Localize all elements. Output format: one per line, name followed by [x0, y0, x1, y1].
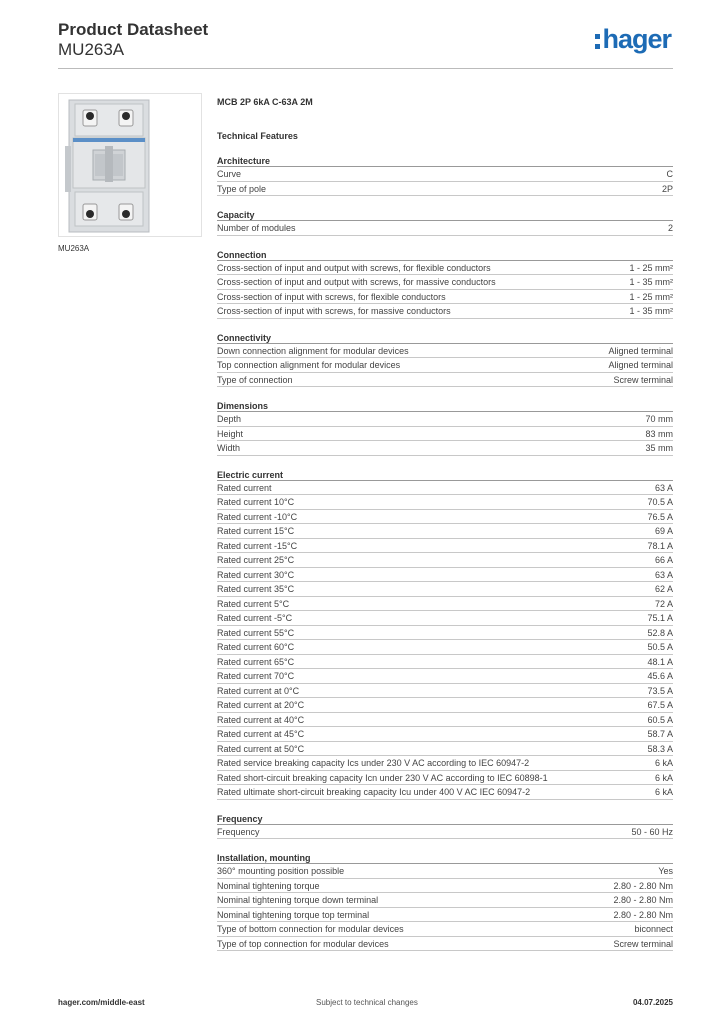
feature-value: 75.1 A — [647, 613, 673, 623]
feature-row — [217, 713, 673, 728]
feature-value: 70 mm — [645, 414, 673, 424]
feature-row — [217, 655, 673, 670]
feature-row — [217, 524, 673, 539]
section-capacity — [217, 209, 673, 236]
feature-row — [217, 304, 673, 319]
feature-value: 58.3 A — [647, 743, 673, 754]
feature-row — [217, 922, 673, 937]
product-image — [58, 93, 202, 237]
page-footer — [58, 998, 673, 1010]
feature-value: 66 A — [654, 555, 673, 565]
feature-row — [217, 684, 673, 699]
feature-label: Height — [217, 428, 244, 439]
feature-row — [217, 373, 673, 388]
feature-row — [217, 879, 673, 894]
feature-row — [217, 756, 673, 771]
feature-row — [217, 611, 673, 626]
feature-value: 63 A — [654, 569, 673, 580]
section-title: Frequency — [217, 813, 673, 825]
feature-value: Aligned terminal — [608, 345, 673, 356]
feature-value: 6 kA — [654, 758, 673, 768]
section-title: Connectivity — [217, 332, 673, 344]
feature-value: biconnect — [634, 924, 673, 934]
feature-label: Rated current 65°C — [217, 656, 295, 667]
feature-label: Down connection alignment for modular devices — [217, 345, 409, 356]
circuit-breaker-illustration — [59, 94, 201, 236]
feature-label: Rated current -5°C — [217, 613, 293, 623]
feature-label: Width — [217, 443, 241, 453]
feature-sections — [217, 155, 673, 951]
feature-row — [217, 771, 673, 786]
feature-row — [217, 167, 673, 182]
feature-value: 70.5 A — [647, 497, 673, 507]
footer-date: 04.07.2025 — [632, 998, 673, 1007]
feature-value: 2.80 - 2.80 Nm — [613, 895, 673, 905]
feature-row — [217, 582, 673, 597]
feature-value: 78.1 A — [647, 540, 673, 551]
feature-row — [217, 864, 673, 879]
feature-value: 2.80 - 2.80 Nm — [613, 880, 673, 891]
feature-row — [217, 553, 673, 568]
feature-value: 63 A — [654, 482, 673, 493]
feature-label: Cross-section of input and output with screws, for flexible conductors — [217, 262, 491, 273]
feature-value: C — [666, 169, 673, 179]
feature-row — [217, 640, 673, 655]
feature-label: Rated current 55°C — [217, 627, 295, 638]
feature-row — [217, 698, 673, 713]
feature-row — [217, 441, 673, 456]
feature-label: Frequency — [217, 826, 260, 837]
section-title: Dimensions — [217, 400, 673, 412]
feature-label: Type of pole — [217, 183, 267, 194]
section-title: Capacity — [217, 209, 673, 221]
feature-row — [217, 427, 673, 442]
feature-value: 50.5 A — [647, 642, 673, 652]
feature-row — [217, 275, 673, 290]
feature-label: Rated current 30°C — [217, 569, 295, 580]
section-connectivity — [217, 332, 673, 388]
feature-label: Nominal tightening torque top terminal — [217, 909, 370, 920]
feature-label: Rated service breaking capacity Ics under 230 V AC according to IEC 60947-2 — [217, 758, 530, 768]
feature-value: Aligned terminal — [608, 360, 673, 370]
feature-value: 6 kA — [654, 787, 673, 797]
feature-row — [217, 261, 673, 276]
feature-value: 52.8 A — [647, 627, 673, 638]
feature-label: Rated current at 40°C — [217, 714, 305, 725]
logo-colon-icon — [595, 34, 600, 49]
feature-row — [217, 626, 673, 641]
section-electric-current — [217, 469, 673, 800]
feature-value: 6 kA — [654, 772, 673, 783]
feature-value: 76.5 A — [647, 511, 673, 522]
features-title: Technical Features — [217, 131, 298, 141]
feature-label: Top connection alignment for modular devices — [217, 360, 401, 370]
feature-row — [217, 510, 673, 525]
feature-row — [217, 568, 673, 583]
section-connection — [217, 249, 673, 319]
feature-row — [217, 742, 673, 757]
feature-row — [217, 481, 673, 496]
feature-label: Rated current -10°C — [217, 511, 298, 522]
feature-label: Type of top connection for modular devices — [217, 938, 389, 949]
feature-label: Rated current 35°C — [217, 584, 295, 594]
feature-value: 1 - 35 mm² — [629, 277, 673, 287]
feature-label: Rated current at 50°C — [217, 743, 305, 754]
section-title: Electric current — [217, 469, 673, 481]
product-name: MCB 2P 6kA C-63A 2M — [217, 97, 313, 107]
feature-row — [217, 221, 673, 236]
feature-label: Rated current at 0°C — [217, 685, 300, 696]
feature-value: 1 - 25 mm² — [629, 291, 673, 302]
feature-row — [217, 182, 673, 197]
feature-label: Rated current at 45°C — [217, 729, 305, 739]
feature-value: Screw terminal — [613, 938, 673, 949]
feature-value: 72 A — [654, 598, 673, 609]
feature-label: Rated current 15°C — [217, 526, 295, 536]
feature-value: 69 A — [654, 526, 673, 536]
feature-label: Rated current 60°C — [217, 642, 295, 652]
feature-value: 58.7 A — [647, 729, 673, 739]
feature-row — [217, 937, 673, 952]
feature-row — [217, 412, 673, 427]
feature-label: Nominal tightening torque — [217, 880, 320, 891]
logo-text: hager — [602, 24, 671, 54]
feature-value: 50 - 60 Hz — [631, 826, 673, 837]
section-dimensions — [217, 400, 673, 456]
footer-disclaimer: Subject to technical changes — [316, 998, 418, 1007]
feature-label: Rated current 70°C — [217, 671, 295, 681]
section-title: Installation, mounting — [217, 852, 673, 864]
feature-label: Rated current 5°C — [217, 598, 290, 609]
section-title: Connection — [217, 249, 673, 261]
feature-row — [217, 539, 673, 554]
feature-label: Nominal tightening torque down terminal — [217, 895, 379, 905]
feature-value: 2 — [667, 223, 673, 233]
feature-row — [217, 825, 673, 840]
feature-value: 83 mm — [645, 428, 673, 439]
section-architecture — [217, 155, 673, 196]
feature-value: Yes — [658, 866, 673, 876]
feature-label: Rated current — [217, 482, 272, 493]
feature-label: Cross-section of input and output with screws, for massive conductors — [217, 277, 496, 287]
feature-label: Rated current 10°C — [217, 497, 295, 507]
feature-value: 35 mm — [645, 443, 673, 453]
feature-row — [217, 597, 673, 612]
feature-value: 2.80 - 2.80 Nm — [613, 909, 673, 920]
feature-row — [217, 290, 673, 305]
feature-label: Cross-section of input with screws, for flexible conductors — [217, 291, 446, 302]
feature-row — [217, 495, 673, 510]
product-code: MU263A — [58, 40, 125, 59]
feature-row — [217, 358, 673, 373]
section-frequency — [217, 813, 673, 840]
footer-website[interactable]: hager.com/middle-east — [58, 998, 145, 1007]
feature-value: 60.5 A — [647, 714, 673, 725]
feature-value: 45.6 A — [647, 671, 673, 681]
feature-row — [217, 669, 673, 684]
feature-label: Type of connection — [217, 374, 293, 385]
hager-logo[interactable] — [595, 24, 671, 54]
feature-value: 2P — [661, 183, 673, 194]
feature-row — [217, 727, 673, 742]
page-title: Product Datasheet — [58, 20, 209, 39]
section-installation-mounting — [217, 852, 673, 951]
feature-value: 1 - 35 mm² — [629, 306, 673, 316]
feature-label: Rated current 25°C — [217, 555, 295, 565]
feature-label: Rated current at 20°C — [217, 700, 305, 710]
section-title: Architecture — [217, 155, 673, 167]
feature-value: 67.5 A — [647, 700, 673, 710]
feature-value: 48.1 A — [647, 656, 673, 667]
feature-label: Type of bottom connection for modular devices — [217, 924, 404, 934]
feature-label: Number of modules — [217, 223, 296, 233]
feature-value: 1 - 25 mm² — [629, 262, 673, 273]
feature-row — [217, 908, 673, 923]
image-caption: MU263A — [58, 244, 90, 253]
feature-label: Curve — [217, 169, 242, 179]
feature-row — [217, 893, 673, 908]
page-header — [58, 20, 673, 69]
feature-value: 62 A — [654, 584, 673, 594]
feature-label: Rated short-circuit breaking capacity Icn under 230 V AC according to IEC 60898-1 — [217, 772, 548, 783]
feature-value: 73.5 A — [647, 685, 673, 696]
feature-label: Rated ultimate short-circuit breaking capacity Icu under 400 V AC IEC 60947-2 — [217, 787, 531, 797]
feature-row — [217, 344, 673, 359]
feature-row — [217, 785, 673, 800]
feature-label: Rated current -15°C — [217, 540, 298, 551]
feature-label: Depth — [217, 414, 242, 424]
datasheet-content — [217, 96, 673, 951]
feature-label: 360° mounting position possible — [217, 866, 345, 876]
feature-label: Cross-section of input with screws, for massive conductors — [217, 306, 451, 316]
feature-value: Screw terminal — [613, 374, 673, 385]
